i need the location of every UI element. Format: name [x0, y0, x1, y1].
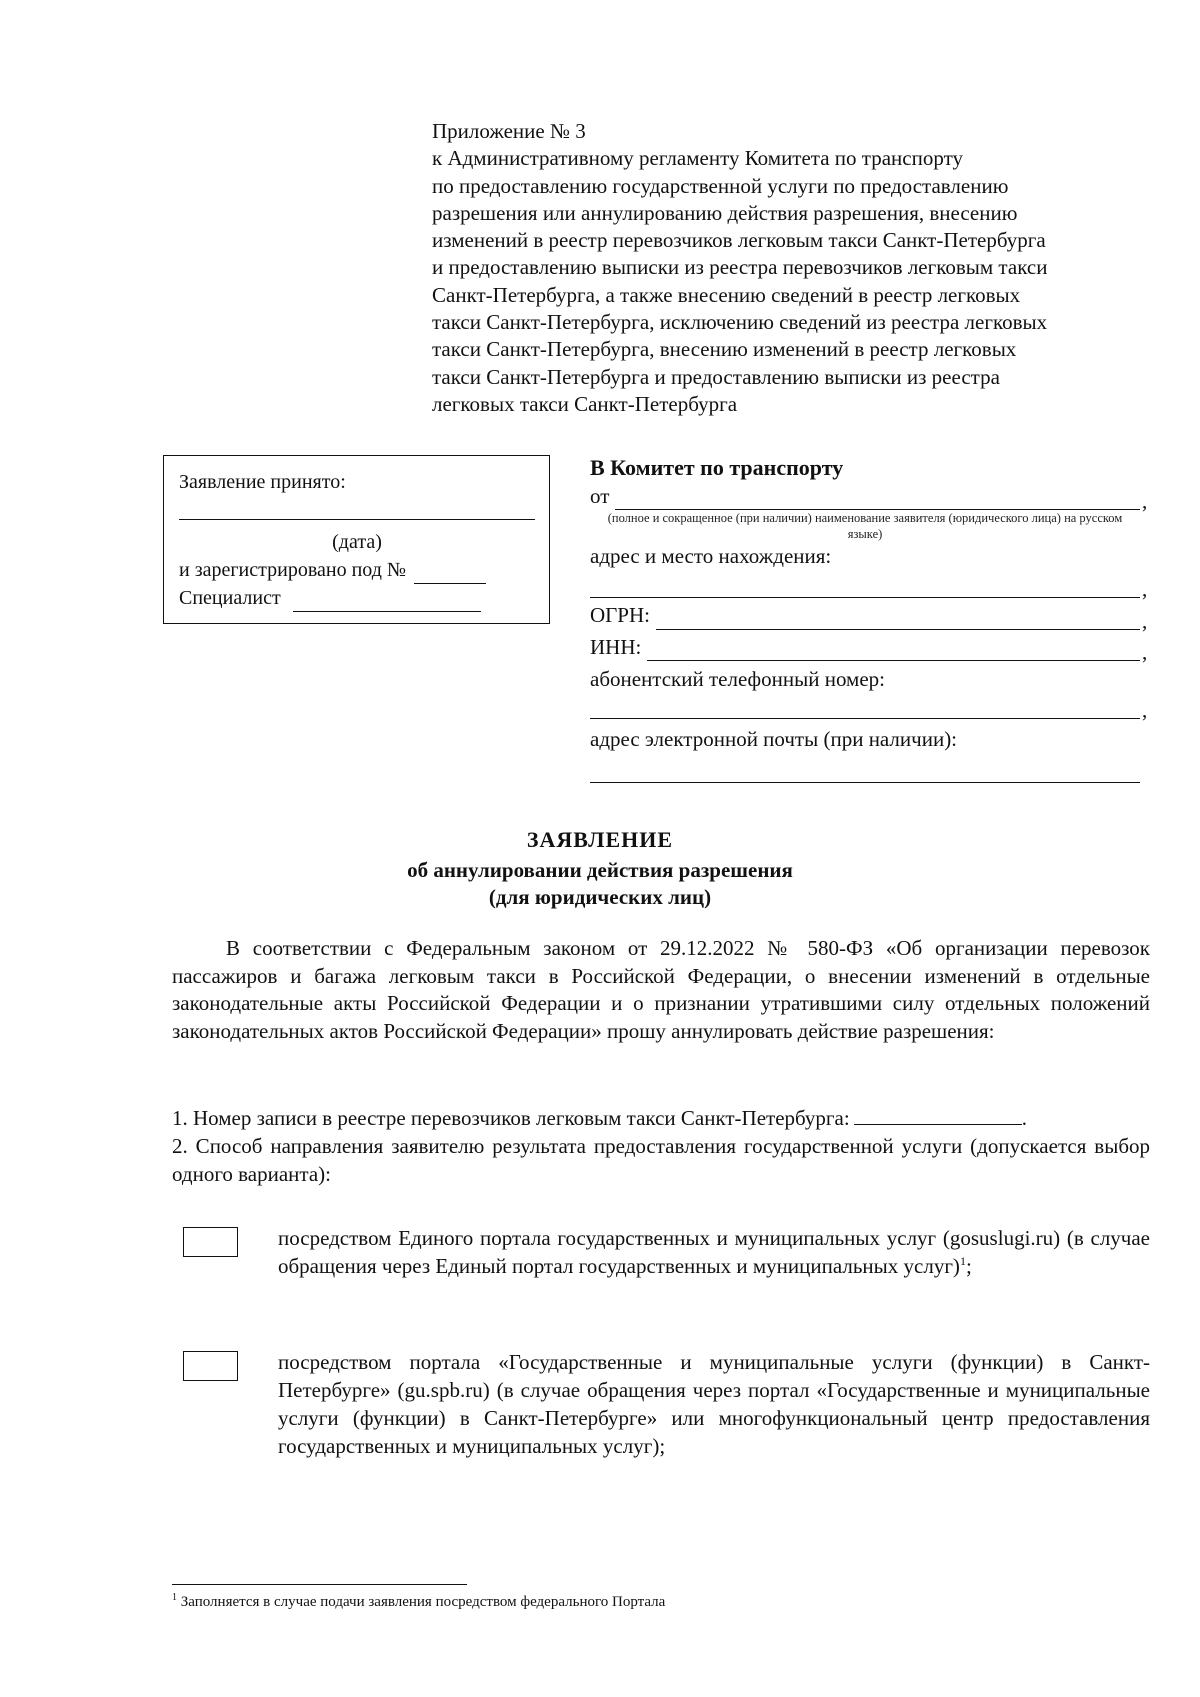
specialist-label: Специалист: [179, 587, 281, 609]
annex-line: такси Санкт-Петербурга, внесению изменений в реестр легковых: [432, 337, 1017, 362]
phone-field[interactable]: [590, 695, 1140, 719]
phone-label: абонентский телефонный номер:: [590, 666, 886, 691]
accepted-label: Заявление принято:: [179, 471, 346, 493]
inn-field[interactable]: [647, 641, 1140, 661]
annex-header: [432, 118, 1152, 418]
document-subtitle: об аннулировании действия разрешения: [407, 858, 793, 882]
item-1: [172, 1105, 1150, 1133]
footnote-separator: [172, 1584, 467, 1585]
applicant-name-field[interactable]: [615, 490, 1140, 510]
item-1-text: 1. Номер записи в реестре перевозчиков легковым такси Санкт-Петербурга:: [172, 1106, 850, 1130]
footnote: [172, 1592, 665, 1612]
option-1-label: посредством Единого портала государственных и муниципальных услуг (gosuslugi.ru) (в случае обращения через Единый портал государственных и муниципальных услуг): [278, 1226, 1150, 1278]
footnote-text: Заполняется в случае подачи заявления посредством федерального Портала: [180, 1594, 666, 1610]
date-label: (дата): [332, 531, 382, 553]
email-field[interactable]: [590, 759, 1140, 783]
annex-line: по предоставлению государственной услуги по предоставлению: [432, 173, 1009, 198]
annex-line: Приложение № 3: [432, 119, 586, 143]
registration-number-field[interactable]: [414, 564, 486, 584]
comma: ,: [1142, 489, 1148, 514]
addressee-title: В Комитет по транспорту: [590, 455, 844, 480]
record-number-field[interactable]: [854, 1107, 1022, 1125]
date-field[interactable]: [179, 498, 535, 520]
option-2-text: посредством портала «Государственные и муниципальные услуги (функции) в Санкт-Петербурге» (gu.spb.ru) (в случае обращения через портал «Государственные и муниципальные услуги (функции) в Санкт-Петербурге» или многофункциональный центр предоставления государственных и муниципальных услуг);: [278, 1350, 1150, 1458]
registration-box: [163, 455, 550, 624]
option-1-text: [278, 1224, 1150, 1280]
inn-label: ИНН:: [590, 634, 642, 659]
document-subtitle-2: (для юридических лиц): [488, 885, 712, 909]
ogrn-label: ОГРН:: [590, 603, 650, 628]
applicant-name-hint: (полное и сокращенное (при наличии) наименование заявителя (юридического лица) на русском языке): [607, 511, 1123, 542]
annex-line: такси Санкт-Петербурга, исключению сведений из реестра легковых: [432, 310, 1048, 335]
item-2: 2. Способ направления заявителю результата предоставления государственной услуги (допускается выбор одного варианта):: [172, 1134, 1150, 1186]
email-label: адрес электронной почты (при наличии):: [590, 726, 958, 751]
annex-line: такси Санкт-Петербурга и предоставлению выписки из реестра: [432, 364, 1000, 389]
item-1-end: .: [1021, 1106, 1027, 1130]
specialist-field[interactable]: [293, 592, 481, 612]
intro-paragraph: В соответствии с Федеральным законом от 29.12.2022 № 580-ФЗ «Об организации перевозок пассажиров и багажа легковым такси в Российской Федерации, о внесении изменений в отдельные законодательные акты Российской Федерации и о признании утратившими силу отдельных положений законодательных актов Российской Федерации» прошу аннулировать действие разрешения:: [172, 936, 1150, 1043]
from-label: от: [590, 484, 610, 508]
ogrn-field[interactable]: [656, 610, 1140, 630]
applicant-block: [590, 453, 1150, 783]
comma: ,: [1142, 608, 1148, 633]
annex-line: Санкт-Петербурга, а также внесению сведений в реестр легковых: [432, 282, 1021, 307]
annex-line: и предоставлению выписки из реестра перевозчиков легковым такси: [432, 255, 1048, 280]
annex-line: легковых такси Санкт-Петербурга: [432, 391, 738, 416]
comma: ,: [1142, 697, 1148, 722]
annex-line: изменений в реестр перевозчиков легковым такси Санкт-Петербурга: [432, 228, 1046, 253]
address-label: адрес и место нахождения:: [590, 544, 832, 569]
address-field[interactable]: [590, 574, 1140, 598]
option-2-checkbox[interactable]: [183, 1351, 238, 1381]
document-title: ЗАЯВЛЕНИЕ: [526, 827, 674, 852]
registered-label: и зарегистрировано под №: [179, 559, 406, 581]
option-1-tail: ;: [965, 1254, 972, 1278]
footnote-mark: 1: [172, 1592, 177, 1603]
annex-line: разрешения или аннулированию действия разрешения, внесению: [432, 200, 1018, 225]
annex-line: к Административному регламенту Комитета по транспорту: [432, 146, 963, 171]
footnote-ref: 1: [959, 1254, 966, 1268]
option-1-checkbox[interactable]: [183, 1227, 238, 1257]
comma: ,: [1142, 639, 1148, 664]
comma: ,: [1142, 577, 1148, 602]
